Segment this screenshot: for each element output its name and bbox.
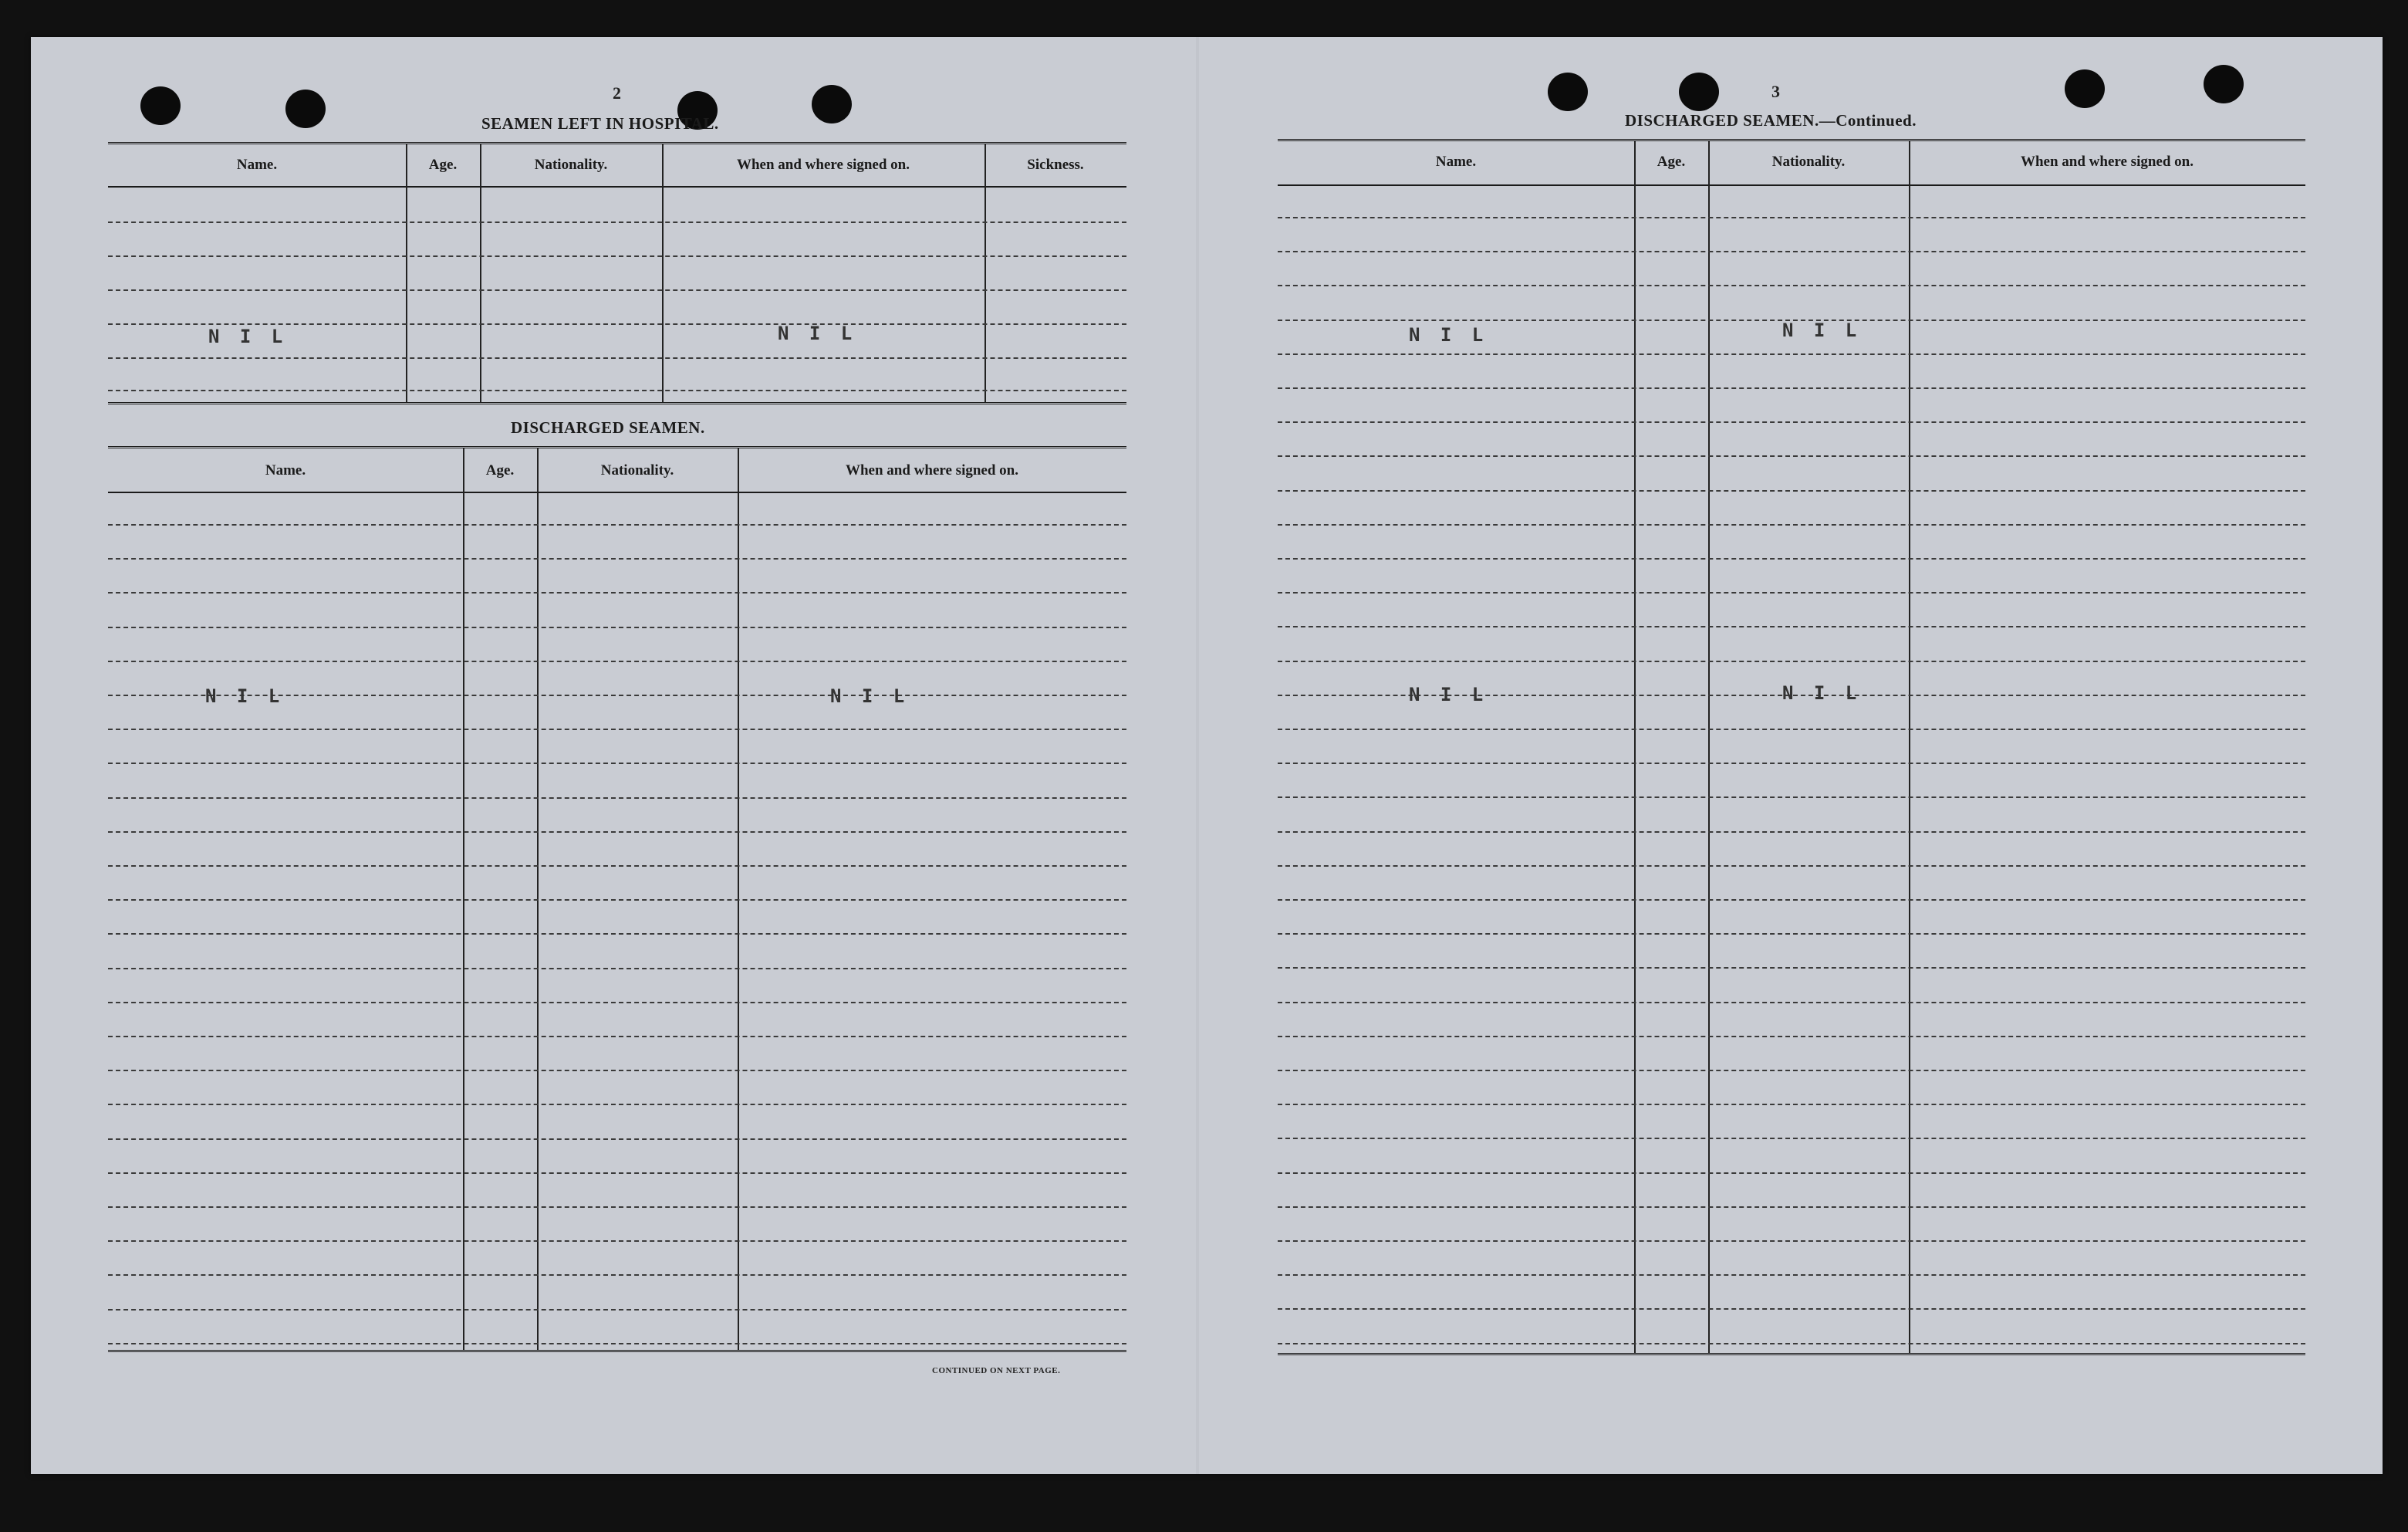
typed-entry-name: N I L [1409, 324, 1488, 346]
row-rule [1278, 1172, 2305, 1174]
row-rule [108, 1070, 1126, 1071]
row-rule [1278, 1308, 2305, 1310]
col-header-nationality: Nationality. [600, 462, 674, 479]
row-rule [108, 831, 1126, 833]
row-rule [108, 323, 1126, 325]
row-rule [108, 1172, 1126, 1174]
column-divider [406, 144, 407, 402]
row-rule [108, 661, 1126, 662]
row-rule [1278, 251, 2305, 252]
row-rule [1278, 1036, 2305, 1037]
row-rule [108, 289, 1126, 291]
header-rule [108, 492, 1126, 493]
row-rule [108, 524, 1126, 526]
row-rule [1278, 1343, 2305, 1344]
typed-entry-nationality: N I L [1782, 682, 1862, 704]
col-header-name: Name. [265, 462, 306, 479]
row-rule [108, 1343, 1126, 1344]
typed-entry-name: N I L [205, 685, 285, 707]
col-header-nationality: Nationality. [1771, 154, 1846, 170]
row-rule [1278, 455, 2305, 457]
col-header-age: Age. [1657, 154, 1686, 170]
col-header-signed-on: When and where signed on. [2020, 154, 2194, 170]
row-rule [108, 797, 1126, 799]
row-rule [1278, 421, 2305, 423]
header-rule [1278, 184, 2305, 186]
header-rule [108, 186, 1126, 188]
row-rule [108, 558, 1126, 560]
row-rule [1278, 763, 2305, 764]
col-header-name: Name. [1435, 154, 1477, 170]
left-page [31, 37, 1196, 1474]
row-rule [108, 1274, 1126, 1276]
row-rule [1278, 387, 2305, 389]
row-rule [1278, 1002, 2305, 1003]
discharged-continued-title: DISCHARGED SEAMEN.—Continued. [1625, 111, 1917, 130]
row-rule [1278, 1274, 2305, 1276]
col-header-name: Name. [236, 157, 278, 173]
typed-entry-name: N I L [1409, 684, 1488, 705]
right-page [1199, 37, 2383, 1474]
row-rule [1278, 1070, 2305, 1071]
row-rule [108, 1002, 1126, 1003]
manifest-sheet [31, 37, 2383, 1474]
page-number: 2 [613, 83, 621, 103]
col-header-age: Age. [485, 462, 515, 479]
row-rule [1278, 524, 2305, 526]
table-bottom-rule [1278, 1353, 2305, 1355]
row-rule [1278, 217, 2305, 218]
row-rule [1278, 933, 2305, 935]
row-rule [108, 1104, 1126, 1105]
row-rule [108, 390, 1126, 391]
row-rule [1278, 1138, 2305, 1139]
row-rule [1278, 831, 2305, 833]
row-rule [1278, 865, 2305, 867]
column-divider [1634, 141, 1636, 1353]
row-rule [1278, 1104, 2305, 1105]
col-header-signed-on: When and where signed on. [736, 157, 910, 173]
row-rule [108, 933, 1126, 935]
row-rule [1278, 796, 2305, 798]
row-rule [108, 592, 1126, 594]
row-rule [108, 255, 1126, 257]
discharged-section-title: DISCHARGED SEAMEN. [511, 418, 705, 437]
row-rule [1278, 592, 2305, 594]
row-rule [1278, 967, 2305, 969]
column-divider [1708, 141, 1710, 1353]
row-rule [108, 1206, 1126, 1208]
col-header-signed-on: When and where signed on. [845, 462, 1018, 479]
row-rule [1278, 729, 2305, 730]
row-rule [108, 1036, 1126, 1037]
row-rule [1278, 1206, 2305, 1208]
row-rule [108, 627, 1126, 628]
typed-entry-nationality: N I L [1782, 320, 1862, 341]
row-rule [108, 1138, 1126, 1140]
typed-entry-signed-on: N I L [778, 323, 857, 344]
column-divider [1909, 141, 1910, 1353]
col-header-sickness: Sickness. [1027, 157, 1084, 173]
row-rule [108, 357, 1126, 359]
row-rule [1278, 285, 2305, 286]
row-rule [108, 865, 1126, 867]
row-rule [1278, 490, 2305, 492]
table-bottom-rule [108, 402, 1126, 404]
continued-footer: CONTINUED ON NEXT PAGE. [932, 1366, 1061, 1375]
column-divider [480, 144, 481, 402]
row-rule [108, 222, 1126, 223]
row-rule [1278, 353, 2305, 355]
row-rule [1278, 899, 2305, 901]
col-header-nationality: Nationality. [534, 157, 608, 173]
row-rule [108, 729, 1126, 730]
row-rule [108, 763, 1126, 764]
table-bottom-rule [108, 1350, 1126, 1352]
typed-entry-signed-on: N I L [830, 685, 910, 707]
column-divider [984, 144, 986, 402]
col-header-age: Age. [428, 157, 458, 173]
typed-entry-name: N I L [208, 326, 288, 347]
row-rule [108, 1309, 1126, 1310]
row-rule [1278, 626, 2305, 627]
row-rule [1278, 661, 2305, 662]
row-rule [108, 899, 1126, 901]
hospital-table [108, 142, 1126, 414]
row-rule [108, 1240, 1126, 1242]
row-rule [108, 968, 1126, 969]
row-rule [1278, 558, 2305, 560]
column-divider [662, 144, 664, 402]
row-rule [1278, 1240, 2305, 1242]
hospital-section-title: SEAMEN LEFT IN HOSPITAL. [481, 114, 719, 133]
discharged-table [108, 446, 1126, 1405]
page-number: 3 [1771, 82, 1780, 101]
